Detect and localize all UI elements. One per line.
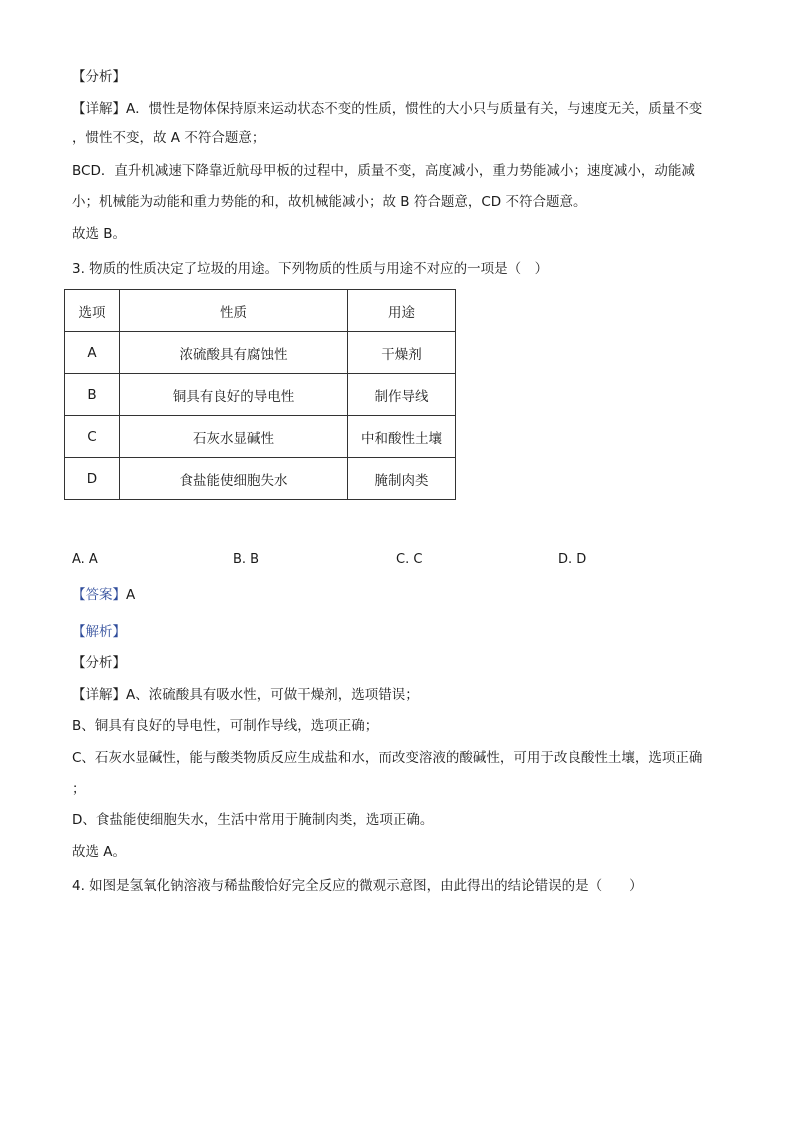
table-cell: 浓硫酸具有腐蚀性 bbox=[120, 332, 348, 374]
q3-conclusion: 故选 A。 bbox=[72, 844, 127, 860]
table-cell: 食盐能使细胞失水 bbox=[120, 458, 348, 500]
q4-question: 4. 如图是氢氧化钠溶液与稀盐酸恰好完全反应的微观示意图，由此得出的结论错误的是（ ） bbox=[72, 878, 643, 894]
table-header-cell: 用途 bbox=[348, 290, 456, 332]
q3-analysis-label: 【分析】 bbox=[72, 655, 126, 671]
q2-detail-line-2: ，惯性不变，故 A 不符合题意； bbox=[72, 130, 266, 146]
table-cell: B bbox=[65, 374, 120, 416]
q3-explain-label: 【解析】 bbox=[72, 624, 126, 640]
q2-analysis-label: 【分析】 bbox=[72, 69, 126, 85]
table-row bbox=[65, 458, 456, 500]
q3-answer-line bbox=[72, 585, 135, 605]
q3-choice-a: A. A bbox=[72, 552, 98, 567]
q2-detail-label: 【详解】 bbox=[72, 101, 126, 117]
table-cell: C bbox=[65, 416, 120, 458]
q3-detail-c-1: C、石灰水显碱性，能与酸类物质反应生成盐和水，而改变溶液的酸碱性，可用于改良酸性土壤，选项正确 bbox=[72, 750, 703, 766]
q3-choice-d: D. D bbox=[558, 552, 587, 567]
q3-answer-value: A bbox=[126, 587, 136, 603]
table-header-cell: 选项 bbox=[65, 290, 120, 332]
table-cell: 制作导线 bbox=[348, 374, 456, 416]
q3-detail-d: D、食盐能使细胞失水，生活中常用于腌制肉类，选项正确。 bbox=[72, 812, 434, 828]
table-cell: D bbox=[65, 458, 120, 500]
q3-detail-b: B、铜具有良好的导电性，可制作导线，选项正确； bbox=[72, 718, 379, 734]
q3-detail-label: 【详解】 bbox=[72, 687, 126, 703]
table-header-cell: 性质 bbox=[120, 290, 348, 332]
table-cell: 干燥剂 bbox=[348, 332, 456, 374]
q2-bcd-line-1: BCD．直升机减速下降靠近航母甲板的过程中，质量不变，高度减小，重力势能减小；速度减小，动能减 bbox=[72, 163, 695, 179]
q3-options-table bbox=[64, 289, 456, 500]
q2-conclusion: 故选 B。 bbox=[72, 226, 127, 242]
table-row bbox=[65, 374, 456, 416]
table-cell: 腌制肉类 bbox=[348, 458, 456, 500]
table-header-row bbox=[65, 290, 456, 332]
q3-detail-c-2: ； bbox=[72, 781, 86, 797]
table-cell: 铜具有良好的导电性 bbox=[120, 374, 348, 416]
table-cell: 中和酸性土壤 bbox=[348, 416, 456, 458]
table-cell: 石灰水显碱性 bbox=[120, 416, 348, 458]
q3-detail-a-line bbox=[72, 685, 419, 705]
table-row bbox=[65, 332, 456, 374]
q2-detail-text-1: A．惯性是物体保持原来运动状态不变的性质，惯性的大小只与质量有关，与速度无关，质量不变 bbox=[126, 101, 703, 117]
q2-detail-line-1 bbox=[72, 99, 702, 119]
table-cell: A bbox=[65, 332, 120, 374]
q3-detail-a: A、浓硫酸具有吸水性，可做干燥剂，选项错误； bbox=[126, 687, 419, 703]
q3-question: 3. 物质的性质决定了垃圾的用途。下列物质的性质与用途不对应的一项是（ ） bbox=[72, 261, 549, 277]
q3-answer-label: 【答案】 bbox=[72, 587, 126, 603]
table-row bbox=[65, 416, 456, 458]
q3-choice-b: B. B bbox=[233, 552, 260, 567]
q2-bcd-line-2: 小；机械能为动能和重力势能的和，故机械能减小；故 B 符合题意，CD 不符合题意。 bbox=[72, 194, 587, 210]
q3-choice-c: C. C bbox=[396, 552, 423, 567]
